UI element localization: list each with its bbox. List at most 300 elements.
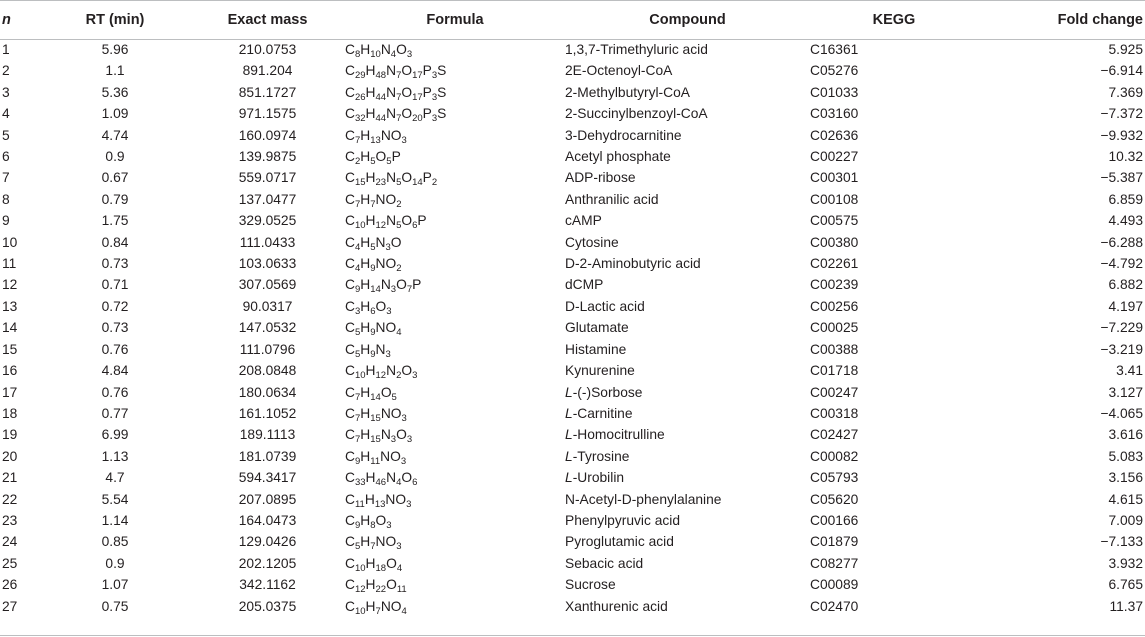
formula-element: H xyxy=(365,363,376,379)
cell-exact-mass: 103.0633 xyxy=(238,256,297,272)
formula-subscript: 14 xyxy=(370,391,381,403)
formula-element: NO xyxy=(380,127,402,143)
cell-fold-change: 4.615 xyxy=(1108,491,1143,507)
table-row xyxy=(0,446,1145,467)
formula-element: C xyxy=(345,448,355,464)
cell-kegg: C03160 xyxy=(810,106,859,122)
cell-formula xyxy=(345,424,565,445)
formula-element: O xyxy=(401,170,413,186)
formula-subscript: 15 xyxy=(370,412,381,424)
header-exact-mass: Exact mass xyxy=(227,11,308,28)
cell-compound xyxy=(565,296,810,317)
formula-subscript: 3 xyxy=(431,113,438,125)
compound-name-part: L xyxy=(565,470,573,486)
table-row xyxy=(0,146,1145,167)
table-body xyxy=(0,39,1145,617)
formula-element: NO xyxy=(375,534,397,550)
formula-subscript: 2 xyxy=(431,177,438,189)
formula-element: H xyxy=(364,491,375,507)
formula-element: C xyxy=(345,298,355,314)
formula-subscript: 7 xyxy=(354,198,361,210)
formula-subscript: 10 xyxy=(370,49,381,60)
cell-n: 19 xyxy=(2,427,18,443)
formula-subscript: 3 xyxy=(406,434,413,446)
cell-fold-change: −4.792 xyxy=(1100,256,1143,272)
compound-name-part: -Lactic acid xyxy=(574,298,645,314)
formula-element: N xyxy=(386,213,397,229)
cell-kegg: C00318 xyxy=(810,405,859,421)
formula-subscript: 48 xyxy=(375,70,387,82)
cell-compound xyxy=(565,60,810,81)
cell-n: 9 xyxy=(2,213,10,229)
cell-n: 13 xyxy=(2,298,18,314)
cell-compound xyxy=(565,424,810,445)
formula-subscript: 3 xyxy=(390,434,397,446)
formula-subscript: 5 xyxy=(354,327,361,339)
formula-element: C xyxy=(345,470,355,486)
formula-element: S xyxy=(437,63,447,79)
cell-formula xyxy=(345,510,565,531)
formula-element: C xyxy=(345,277,355,293)
formula-subscript: 3 xyxy=(386,519,392,531)
cell-compound xyxy=(565,103,810,124)
cell-exact-mass: 181.0739 xyxy=(238,448,297,464)
cell-compound xyxy=(565,232,810,253)
cell-formula xyxy=(345,146,565,167)
formula-element: H xyxy=(360,191,371,207)
cell-fold-change: 6.765 xyxy=(1108,577,1143,593)
formula-element: H xyxy=(365,213,376,229)
formula-element: N xyxy=(380,427,391,443)
cell-kegg: C05276 xyxy=(810,63,859,79)
formula-element: N xyxy=(386,63,397,79)
formula-element: N xyxy=(375,341,386,357)
cell-compound xyxy=(565,339,810,360)
cell-kegg: C00108 xyxy=(810,191,859,207)
compound-name-part: -Carnitine xyxy=(572,405,633,421)
formula-element: N xyxy=(380,277,391,293)
formula-element: H xyxy=(360,341,371,357)
formula-element: O xyxy=(401,213,413,229)
formula-subscript: 4 xyxy=(401,605,407,617)
formula-subscript: 46 xyxy=(375,477,387,489)
header-fold-change: Fold change xyxy=(1057,11,1143,28)
cell-n: 2 xyxy=(2,63,10,79)
formula-subscript: 7 xyxy=(396,70,402,82)
cell-formula xyxy=(345,339,565,360)
cell-kegg: C01718 xyxy=(810,363,859,379)
cell-fold-change: 5.925 xyxy=(1108,42,1143,57)
cell-rt: 0.76 xyxy=(101,341,129,357)
cell-exact-mass: 164.0473 xyxy=(238,512,297,528)
table-row xyxy=(0,210,1145,231)
cell-exact-mass: 208.0848 xyxy=(238,363,297,379)
cell-formula xyxy=(345,296,565,317)
cell-exact-mass: 129.0426 xyxy=(238,534,297,550)
table-row xyxy=(0,103,1145,124)
cell-rt: 4.84 xyxy=(101,363,129,379)
cell-exact-mass: 111.0796 xyxy=(239,341,296,357)
cell-rt: 0.72 xyxy=(101,298,129,314)
bottom-rule xyxy=(0,635,1145,636)
table-row xyxy=(0,596,1145,617)
table-row xyxy=(0,82,1145,103)
cell-rt: 1.13 xyxy=(101,448,129,464)
cell-fold-change: 3.932 xyxy=(1108,555,1143,571)
cell-formula xyxy=(345,403,565,424)
formula-element: N xyxy=(375,234,386,250)
cell-n: 27 xyxy=(2,598,18,614)
compound-name-part: D-2-Aminobutyric acid xyxy=(565,256,701,272)
cell-fold-change: −6.914 xyxy=(1100,63,1143,79)
formula-element: H xyxy=(360,427,371,443)
cell-n: 20 xyxy=(2,448,18,464)
table-row xyxy=(0,274,1145,295)
formula-element: H xyxy=(365,470,376,486)
cell-n: 16 xyxy=(2,363,18,379)
formula-subscript: 26 xyxy=(354,91,366,103)
formula-element: H xyxy=(365,555,376,571)
formula-element: P xyxy=(417,213,427,229)
compound-name-part: 2E-Octenoyl-CoA xyxy=(565,63,673,79)
cell-fold-change: −5.387 xyxy=(1100,170,1143,186)
cell-kegg: C02427 xyxy=(810,427,859,443)
cell-compound xyxy=(565,189,810,210)
formula-subscript: 23 xyxy=(375,177,387,189)
cell-formula xyxy=(345,553,565,574)
formula-element: O xyxy=(401,106,413,122)
formula-element: O xyxy=(375,298,387,314)
cell-kegg: C02261 xyxy=(810,256,859,272)
formula-element: H xyxy=(365,84,376,100)
compound-name-part: -Tyrosine xyxy=(572,448,630,464)
table-row xyxy=(0,39,1145,60)
formula-element: C xyxy=(345,127,355,143)
formula-element: NO xyxy=(385,491,407,507)
cell-exact-mass: 210.0753 xyxy=(238,42,297,57)
formula-element: H xyxy=(360,127,371,143)
formula-subscript: 7 xyxy=(354,412,361,424)
cell-kegg: C05793 xyxy=(810,470,859,486)
formula-element: H xyxy=(360,448,371,464)
formula-subscript: 7 xyxy=(370,541,376,553)
cell-fold-change: −7.133 xyxy=(1100,534,1143,550)
cell-compound xyxy=(565,531,810,552)
formula-element: O xyxy=(386,577,397,593)
compound-name-part: -(-)Sorbose xyxy=(572,384,643,400)
formula-subscript: 3 xyxy=(385,241,391,253)
formula-subscript: 9 xyxy=(354,519,361,531)
formula-element: N xyxy=(380,42,391,57)
cell-rt: 5.54 xyxy=(101,491,129,507)
compound-name-part: Xanthurenic acid xyxy=(565,598,668,614)
cell-compound xyxy=(565,596,810,617)
cell-formula xyxy=(345,189,565,210)
formula-element: O xyxy=(380,384,392,400)
cell-exact-mass: 342.1162 xyxy=(239,577,296,593)
compound-name-part: -Urobilin xyxy=(572,470,625,486)
cell-exact-mass: 160.0974 xyxy=(238,127,297,143)
formula-element: C xyxy=(345,555,355,571)
cell-exact-mass: 137.0477 xyxy=(238,191,297,207)
formula-element: S xyxy=(437,84,447,100)
cell-formula xyxy=(345,382,565,403)
formula-subscript: 3 xyxy=(406,49,413,60)
header-n: n xyxy=(2,11,11,28)
cell-n: 1 xyxy=(2,42,10,57)
formula-subscript: 11 xyxy=(370,455,381,467)
cell-fold-change: 5.083 xyxy=(1108,448,1143,464)
formula-subscript: 3 xyxy=(431,70,438,82)
formula-element: H xyxy=(360,149,371,165)
cell-rt: 5.36 xyxy=(101,84,129,100)
formula-element: P xyxy=(391,149,401,165)
cell-rt: 5.96 xyxy=(101,42,129,57)
cell-kegg: C08277 xyxy=(810,555,859,571)
table-row xyxy=(0,360,1145,381)
formula-element: O xyxy=(375,512,387,528)
cell-formula xyxy=(345,103,565,124)
formula-element: H xyxy=(365,598,376,614)
compound-name-part: L xyxy=(565,427,573,443)
formula-element: H xyxy=(360,42,371,57)
cell-n: 22 xyxy=(2,491,18,507)
cell-kegg: C00025 xyxy=(810,320,859,336)
formula-element: H xyxy=(360,298,371,314)
cell-kegg: C00166 xyxy=(810,512,859,528)
formula-element: H xyxy=(360,405,371,421)
formula-subscript: 4 xyxy=(396,562,403,574)
header-kegg: KEGG xyxy=(872,11,916,28)
cell-fold-change: −7.229 xyxy=(1100,320,1143,336)
cell-rt: 1.14 xyxy=(101,512,129,528)
formula-subscript: 3 xyxy=(412,370,418,382)
formula-subscript: 2 xyxy=(396,370,402,382)
cell-rt: 0.9 xyxy=(105,555,125,571)
table-row xyxy=(0,125,1145,146)
formula-element: H xyxy=(365,106,376,122)
cell-compound xyxy=(565,274,810,295)
formula-element: H xyxy=(360,256,371,272)
formula-subscript: 6 xyxy=(412,220,418,232)
compound-name-part: L xyxy=(565,448,573,464)
formula-element: C xyxy=(345,256,355,272)
cell-rt: 1.07 xyxy=(101,577,129,593)
compound-name-part: cAMP xyxy=(565,213,602,229)
cell-rt: 0.76 xyxy=(101,384,129,400)
cell-rt: 0.84 xyxy=(101,234,129,250)
cell-exact-mass: 559.0717 xyxy=(238,170,297,186)
formula-subscript: 4 xyxy=(390,49,397,60)
cell-exact-mass: 205.0375 xyxy=(238,598,297,614)
formula-subscript: 12 xyxy=(375,220,387,232)
cell-n: 21 xyxy=(2,470,18,486)
formula-subscript: 3 xyxy=(401,412,407,424)
cell-kegg: C02636 xyxy=(810,127,859,143)
formula-subscript: 18 xyxy=(375,562,387,574)
formula-subscript: 5 xyxy=(386,156,392,168)
cell-n: 5 xyxy=(2,127,10,143)
table-row xyxy=(0,510,1145,531)
compound-name-part: dCMP xyxy=(565,277,604,293)
compound-name-part: D xyxy=(565,298,575,314)
formula-subscript: 4 xyxy=(354,241,361,253)
cell-n: 7 xyxy=(2,170,10,186)
formula-element: NO xyxy=(375,191,397,207)
cell-fold-change: 7.369 xyxy=(1108,84,1143,100)
cell-n: 11 xyxy=(2,256,17,272)
formula-subscript: 3 xyxy=(390,284,397,296)
formula-element: H xyxy=(360,512,371,528)
table-row xyxy=(0,489,1145,510)
cell-formula xyxy=(345,82,565,103)
formula-element: C xyxy=(345,106,355,122)
cell-rt: 0.75 xyxy=(101,598,129,614)
formula-element: H xyxy=(360,534,371,550)
formula-subscript: 9 xyxy=(354,284,361,296)
compound-name-part: 3-Dehydrocarnitine xyxy=(565,127,682,143)
formula-element: N xyxy=(386,363,397,379)
formula-element: O xyxy=(396,277,407,293)
table-row xyxy=(0,253,1145,274)
cell-compound xyxy=(565,125,810,146)
formula-subscript: 7 xyxy=(354,391,361,403)
cell-n: 3 xyxy=(2,84,10,100)
formula-subscript: 7 xyxy=(406,284,413,296)
cell-compound xyxy=(565,510,810,531)
formula-element: O xyxy=(390,234,402,250)
formula-subscript: 32 xyxy=(354,113,366,125)
cell-fold-change: −3.219 xyxy=(1100,341,1143,357)
cell-formula xyxy=(345,467,565,488)
formula-subscript: 17 xyxy=(412,91,423,103)
formula-subscript: 13 xyxy=(374,498,386,510)
formula-element: NO xyxy=(375,256,397,272)
formula-element: P xyxy=(422,63,432,79)
formula-element: C xyxy=(345,341,355,357)
compound-name-part: L xyxy=(565,405,573,421)
compound-name-part: Sucrose xyxy=(565,577,616,593)
cell-fold-change: 7.009 xyxy=(1108,512,1143,528)
compound-name-part: N-Acetyl- xyxy=(565,491,622,507)
cell-compound xyxy=(565,574,810,595)
compound-name-part: 2-Methylbutyryl-CoA xyxy=(565,84,690,100)
formula-subscript: 33 xyxy=(354,477,366,489)
formula-subscript: 2 xyxy=(354,156,361,168)
header-rt: RT (min) xyxy=(85,11,145,28)
cell-rt: 0.77 xyxy=(101,405,129,421)
cell-n: 8 xyxy=(2,191,10,207)
cell-fold-change: 3.127 xyxy=(1108,384,1143,400)
cell-exact-mass: 161.1052 xyxy=(238,405,297,421)
formula-subscript: 14 xyxy=(412,177,423,189)
formula-subscript: 4 xyxy=(396,477,402,489)
cell-formula xyxy=(345,39,565,60)
cell-compound xyxy=(565,317,810,338)
cell-kegg: C05620 xyxy=(810,491,859,507)
cell-formula xyxy=(345,574,565,595)
formula-subscript: 9 xyxy=(370,263,376,275)
cell-exact-mass: 851.1727 xyxy=(238,84,297,100)
compound-name-part: Cytosine xyxy=(565,234,619,250)
formula-element: P xyxy=(422,106,432,122)
formula-element: N xyxy=(386,470,397,486)
formula-element: N xyxy=(386,106,397,122)
cell-compound xyxy=(565,553,810,574)
cell-kegg: C00089 xyxy=(810,577,859,593)
cell-fold-change: −4.065 xyxy=(1100,405,1143,421)
cell-fold-change: −6.288 xyxy=(1100,234,1143,250)
cell-rt: 0.9 xyxy=(105,149,125,165)
formula-subscript: 7 xyxy=(396,91,402,103)
cell-exact-mass: 207.0895 xyxy=(238,491,297,507)
formula-element: O xyxy=(386,555,397,571)
cell-formula xyxy=(345,210,565,231)
cell-exact-mass: 189.1113 xyxy=(239,427,296,443)
cell-formula xyxy=(345,232,565,253)
cell-compound xyxy=(565,167,810,188)
compound-name-part: ADP-ribose xyxy=(565,170,636,186)
formula-subscript: 3 xyxy=(386,305,392,317)
compound-name-part: -Homocitrulline xyxy=(572,427,665,443)
formula-element: O xyxy=(401,470,413,486)
cell-fold-change: 4.493 xyxy=(1108,213,1143,229)
formula-subscript: 3 xyxy=(401,134,407,146)
table-row xyxy=(0,553,1145,574)
formula-element: S xyxy=(437,106,447,122)
cell-kegg: C02470 xyxy=(810,598,859,614)
cell-n: 17 xyxy=(2,384,18,400)
table-row xyxy=(0,60,1145,81)
compound-name-part: Sebacic acid xyxy=(565,555,644,571)
formula-subscript: 10 xyxy=(354,370,366,382)
cell-rt: 6.99 xyxy=(101,427,129,443)
formula-subscript: 4 xyxy=(354,263,361,275)
formula-subscript: 7 xyxy=(370,198,376,210)
compound-name-part: Glutamate xyxy=(565,320,629,336)
formula-element: O xyxy=(375,149,387,165)
cell-n: 23 xyxy=(2,512,18,528)
cell-fold-change: 3.156 xyxy=(1108,470,1143,486)
formula-subscript: 5 xyxy=(396,220,402,232)
cell-compound xyxy=(565,146,810,167)
cell-n: 26 xyxy=(2,577,18,593)
compound-name-part: Acetyl phosphate xyxy=(565,149,671,165)
formula-subscript: 5 xyxy=(396,177,402,189)
formula-element: O xyxy=(401,63,413,79)
table-row xyxy=(0,467,1145,488)
cell-formula xyxy=(345,274,565,295)
cell-rt: 0.79 xyxy=(101,191,129,207)
cell-kegg: C00247 xyxy=(810,384,859,400)
table-row xyxy=(0,167,1145,188)
formula-element: N xyxy=(386,84,397,100)
cell-kegg: C00256 xyxy=(810,298,859,314)
formula-element: O xyxy=(401,363,413,379)
cell-exact-mass: 307.0569 xyxy=(238,277,297,293)
cell-compound xyxy=(565,382,810,403)
table-row xyxy=(0,424,1145,445)
cell-kegg: C00575 xyxy=(810,213,859,229)
compound-name-part: Kynurenine xyxy=(565,363,635,379)
cell-exact-mass: 202.1205 xyxy=(238,555,297,571)
header-compound: Compound xyxy=(649,11,726,28)
formula-element: C xyxy=(345,213,355,229)
formula-subscript: 8 xyxy=(354,49,361,60)
formula-element: C xyxy=(345,191,355,207)
cell-compound xyxy=(565,467,810,488)
table-row xyxy=(0,339,1145,360)
